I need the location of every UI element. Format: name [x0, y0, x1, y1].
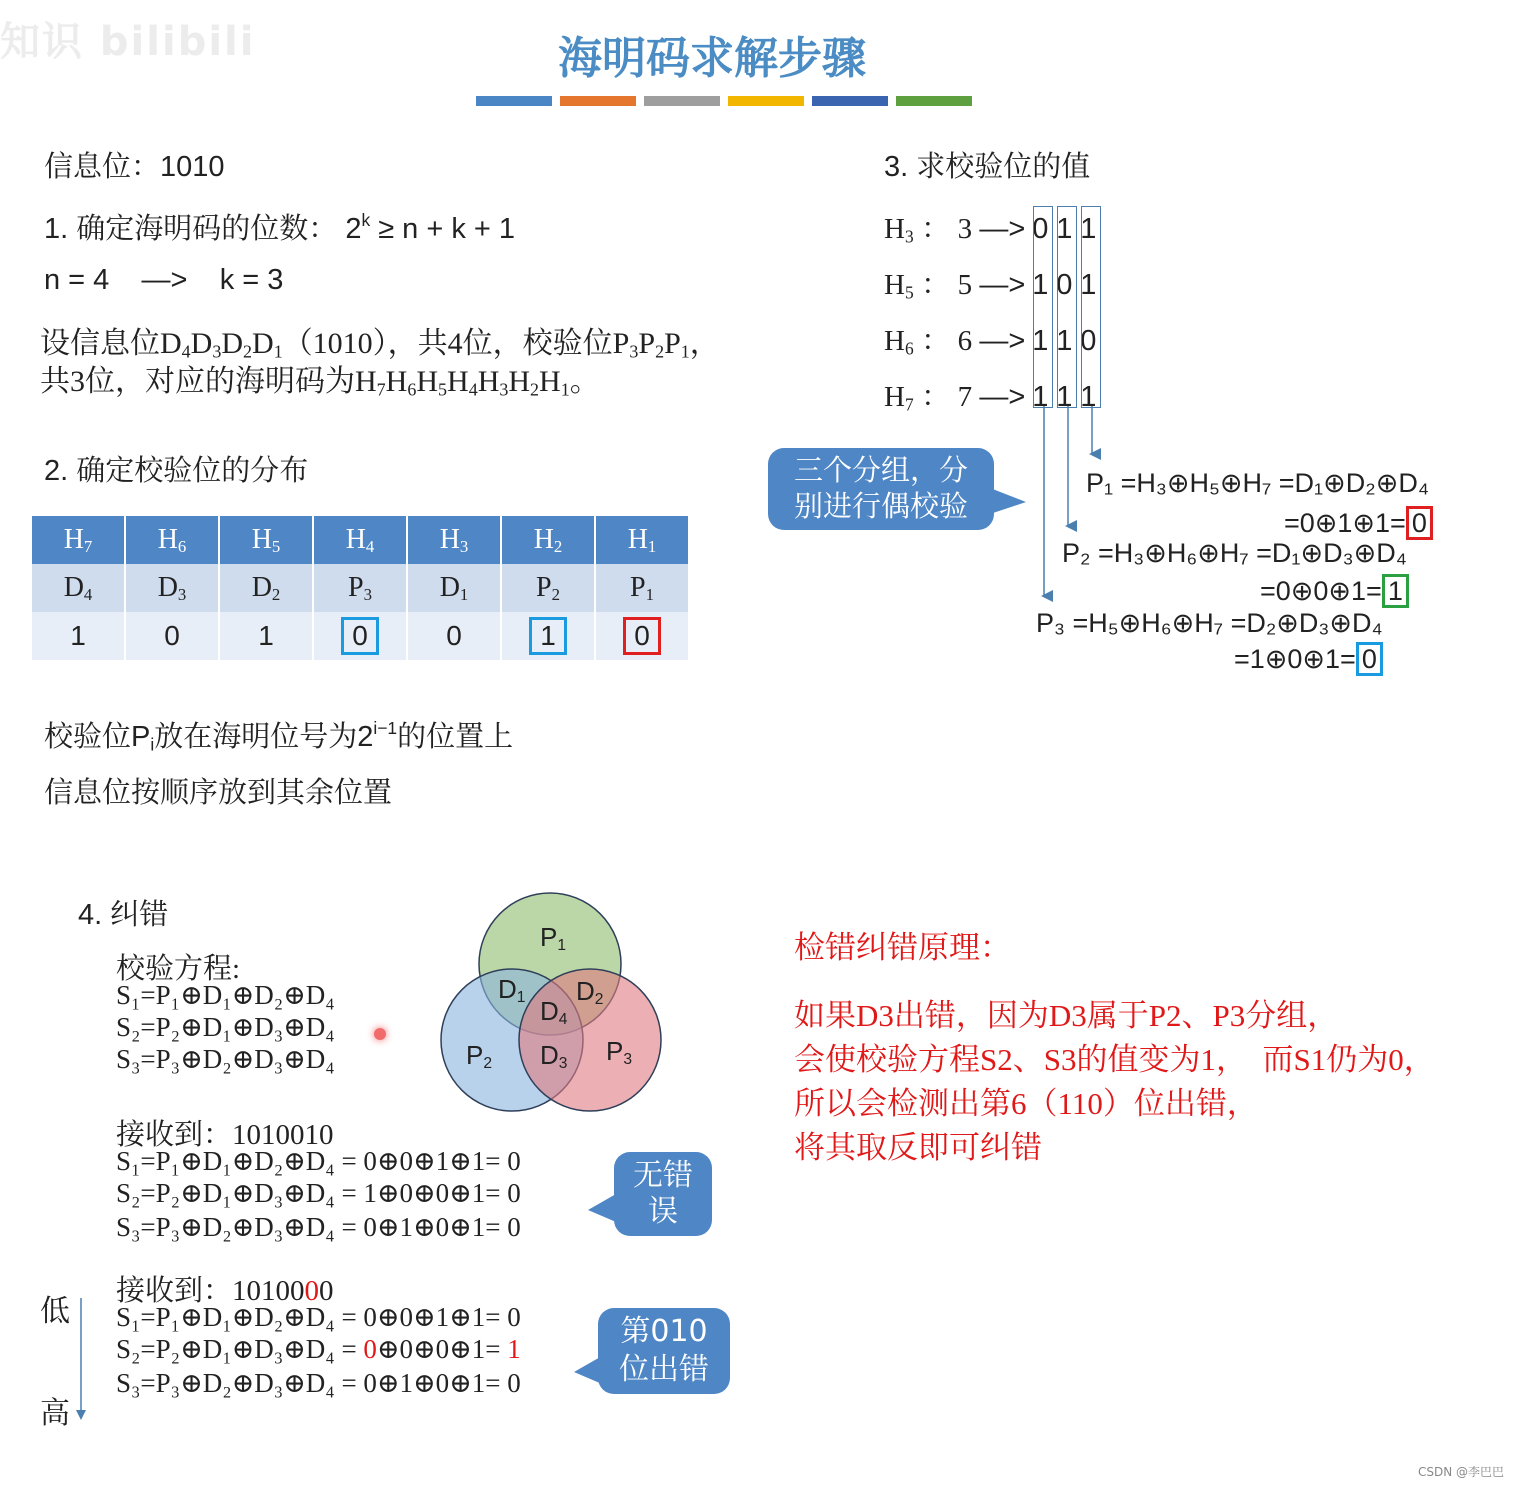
- p2-calc: =0⊕0⊕1=: [1260, 576, 1382, 606]
- value-cell: [596, 612, 688, 660]
- sup: i−1: [373, 717, 398, 738]
- bilibili-watermark: 知识 bilibili: [0, 19, 256, 65]
- page-title: 海明码求解步骤: [558, 33, 866, 84]
- rule-text: 的位置上: [397, 721, 514, 753]
- sub: 4: [468, 379, 478, 400]
- received-2-line-2: [116, 1334, 521, 1365]
- venn-label-d2: $D_2$: [576, 976, 604, 1008]
- bit: 0: [1056, 269, 1073, 301]
- sub: 1: [273, 341, 283, 362]
- desc-text: D: [252, 327, 274, 360]
- h-label: H: [884, 325, 905, 357]
- bit: 1: [1056, 381, 1073, 413]
- venn-label-d4: $D_4$: [540, 996, 568, 1028]
- p2-equation: P₂ =H₃⊕H₆⊕H₇ =D₁⊕D₃⊕D₄: [1062, 538, 1407, 568]
- value-cell: 0: [126, 612, 218, 660]
- step1-line: [44, 206, 515, 247]
- p3-value: [1234, 642, 1383, 676]
- strip-segment: [812, 96, 888, 106]
- table-cell: $P_2$: [502, 564, 594, 612]
- p2-value: [1260, 574, 1409, 608]
- desc-text: H: [447, 365, 469, 398]
- desc-text: H: [539, 365, 561, 398]
- p2-result-box: 1: [1382, 574, 1409, 608]
- strip-segment: [728, 96, 804, 106]
- check-equation-1: S₁=P₁⊕D₁⊕D₂⊕D₄: [116, 980, 335, 1010]
- header-cell: $H_6$: [126, 516, 218, 564]
- callout-pointer: [588, 1194, 618, 1224]
- arrow-icon: —>: [979, 269, 1026, 301]
- header-cell: $H_1$: [596, 516, 688, 564]
- sub: 2: [530, 379, 540, 400]
- sub: 1: [560, 379, 570, 400]
- csdn-footer: CSDN @李巴巴: [1417, 1465, 1504, 1479]
- low-to-high-arrow-icon: [74, 1298, 88, 1422]
- venn-label-p3: $P_3$: [606, 1036, 633, 1068]
- principle-line-2: 会使校验方程S2、S3的值变为1， 而S1仍为0，: [794, 1042, 1435, 1077]
- received-1-line-3: S₃=P₃⊕D₂⊕D₃⊕D₄ = 0⊕1⊕0⊕1= 0: [116, 1212, 521, 1242]
- rule-text: 放在海明位号为2: [154, 721, 374, 753]
- step1-formula: [345, 209, 516, 245]
- check-equation-2: S₂=P₂⊕D₁⊕D₃⊕D₄: [116, 1012, 335, 1042]
- sub: 3: [499, 379, 509, 400]
- callout-text: 无错误: [633, 1158, 693, 1229]
- bit-column-arrows: [1030, 406, 1110, 606]
- strip-segment: [476, 96, 552, 106]
- bit: 1: [1056, 213, 1073, 245]
- n-k-line: n = 4 —> k = 3: [44, 264, 284, 296]
- h-number: 7: [957, 381, 973, 413]
- desc-text: 共3位，对应的海明码为H: [40, 365, 377, 398]
- bit: 1: [1080, 213, 1097, 245]
- table-cell: $D_1$: [408, 564, 500, 612]
- desc-text: P: [664, 327, 681, 360]
- check-equations-title: 校验方程:: [116, 953, 241, 985]
- sub: 2: [243, 341, 253, 362]
- desc-line-2: [40, 356, 600, 400]
- desc-text: H: [508, 365, 531, 398]
- p1-value: [1284, 506, 1433, 540]
- principle-line-4: 将其取反即可纠错: [794, 1130, 1042, 1165]
- callout-pointer: [990, 488, 1030, 518]
- error-result: 1: [507, 1334, 521, 1364]
- table-row-bits: [32, 564, 688, 612]
- h-number: 3: [957, 213, 973, 245]
- table-header-row: [32, 516, 688, 564]
- sub: 3: [904, 226, 914, 247]
- arrow-icon: —>: [979, 381, 1026, 413]
- bit: 1: [1056, 325, 1073, 357]
- rule-parity-position: [44, 714, 513, 755]
- strip-segment: [560, 96, 636, 106]
- h-label: H: [884, 213, 905, 245]
- p1-result-box: 0: [1406, 506, 1433, 540]
- callout-pointer: [574, 1356, 604, 1386]
- colon: ：: [921, 269, 951, 301]
- sub: i: [150, 734, 155, 755]
- bit: 1: [1080, 269, 1097, 301]
- strip-segment: [644, 96, 720, 106]
- received-2-line-3: S₃=P₃⊕D₂⊕D₃⊕D₄ = 0⊕1⊕0⊕1= 0: [116, 1368, 521, 1398]
- arrow-icon: —>: [979, 213, 1026, 245]
- received-1-line-1: S₁=P₁⊕D₁⊕D₂⊕D₄ = 0⊕0⊕1⊕1= 0: [116, 1146, 521, 1176]
- desc-text: ，: [689, 327, 720, 360]
- sub: 2: [655, 341, 665, 362]
- callout-no-error: [614, 1152, 712, 1236]
- venn-label-d1: $D_1$: [498, 974, 526, 1006]
- desc-text: H: [385, 365, 408, 398]
- highlight-box-blue: 0: [341, 617, 379, 655]
- h-number: 6: [957, 325, 973, 357]
- formula-exp: k: [361, 209, 371, 230]
- received-1-title: 接收到：1010010: [116, 1119, 334, 1151]
- step2-label: 2. 确定校验位的分布: [44, 455, 309, 487]
- bit: 1: [1080, 381, 1097, 413]
- p1-calc: =0⊕1⊕1=: [1284, 508, 1406, 538]
- bit: 1: [1032, 381, 1049, 413]
- value-cell: [314, 612, 406, 660]
- table-cell: $P_3$: [314, 564, 406, 612]
- table-row-values: [32, 612, 688, 660]
- formula-base: 2: [345, 213, 362, 245]
- table-cell: $D_2$: [220, 564, 312, 612]
- strip-segment: [896, 96, 972, 106]
- arrow-icon: —>: [979, 325, 1026, 357]
- colon: ：: [921, 325, 951, 357]
- table-cell: $D_3$: [126, 564, 218, 612]
- hamming-table: [30, 516, 690, 660]
- principle-line-3: 所以会检测出第6（110）位出错，: [794, 1086, 1258, 1121]
- received-2-line-1: S₁=P₁⊕D₁⊕D₂⊕D₄ = 0⊕0⊕1⊕1= 0: [116, 1302, 521, 1332]
- step4-label: 4. 纠错: [78, 899, 169, 931]
- header-cell: $H_2$: [502, 516, 594, 564]
- info-bits: 信息位：1010: [44, 151, 225, 183]
- eq-text: ⊕0⊕0⊕1=: [376, 1334, 508, 1364]
- sub: 7: [904, 394, 914, 415]
- bit: 1: [1032, 269, 1049, 301]
- step1-label: 1. 确定海明码的位数：: [44, 213, 338, 245]
- h-label: H: [884, 381, 905, 413]
- sub: 7: [376, 379, 386, 400]
- bit: 0: [1080, 325, 1097, 357]
- value-cell: 1: [32, 612, 124, 660]
- bit: 1: [1032, 325, 1049, 357]
- bit: 0: [1032, 213, 1049, 245]
- desc-text: （1010），共4位，校验位P: [282, 327, 630, 360]
- p1-equation: P₁ =H₃⊕H₅⊕H₇ =D₁⊕D₂⊕D₄: [1086, 468, 1429, 498]
- table-cell: $P_1$: [596, 564, 688, 612]
- header-cell: $H_3$: [408, 516, 500, 564]
- step3-label: 3. 求校验位的值: [884, 151, 1091, 183]
- sub: 5: [904, 282, 914, 303]
- low-label: 低: [40, 1295, 70, 1328]
- venn-label-p2: $P_2$: [466, 1040, 493, 1072]
- header-cell: $H_7$: [32, 516, 124, 564]
- header-cell: $H_4$: [314, 516, 406, 564]
- p3-equation: P₃ =H₅⊕H₆⊕H₇ =D₂⊕D₃⊕D₄: [1036, 608, 1383, 638]
- desc-text: H: [416, 365, 439, 398]
- recv-text: 0: [319, 1275, 334, 1307]
- colon: ：: [921, 381, 951, 413]
- p3-calc: =1⊕0⊕1=: [1234, 644, 1356, 674]
- bit-column-box: [1033, 206, 1053, 408]
- desc-text: P: [638, 327, 656, 360]
- callout-text: 第010位出错: [619, 1314, 709, 1387]
- check-equation-3: S₃=P₃⊕D₂⊕D₃⊕D₄: [116, 1044, 335, 1074]
- desc-text: 设信息位D: [40, 327, 182, 360]
- bit-column-box: [1081, 206, 1101, 408]
- eq-text: S₂=P₂⊕D₁⊕D₃⊕D₄ =: [116, 1334, 364, 1364]
- callout-even-parity: [768, 448, 994, 530]
- p3-result-box: 0: [1356, 642, 1383, 676]
- title-color-strip: [476, 96, 972, 106]
- error-bit: 0: [304, 1275, 320, 1307]
- error-bit: 0: [363, 1334, 377, 1364]
- desc-text: 。: [569, 365, 600, 398]
- received-1-line-2: S₂=P₂⊕D₁⊕D₃⊕D₄ = 1⊕0⊕0⊕1= 0: [116, 1178, 521, 1208]
- sub: 1: [680, 341, 690, 362]
- h-number: 5: [957, 269, 973, 301]
- sub: 3: [629, 341, 639, 362]
- desc-text: H: [477, 365, 500, 398]
- highlight-box-blue: 1: [529, 617, 567, 655]
- sub: 3: [212, 341, 222, 362]
- value-cell: [502, 612, 594, 660]
- venn-label-p1: $P_1$: [540, 922, 567, 954]
- rule-text: 校验位P: [44, 721, 151, 753]
- rule-info-position: 信息位按顺序放到其余位置: [44, 777, 393, 809]
- desc-text: D: [190, 327, 213, 360]
- principle-title: 检错纠错原理：: [794, 930, 1011, 965]
- venn-label-d3: $D_3$: [540, 1040, 568, 1072]
- highlight-box-red: 0: [623, 617, 661, 655]
- h-label: H: [884, 269, 905, 301]
- cursor-dot-icon: [374, 1028, 386, 1040]
- header-cell: $H_5$: [220, 516, 312, 564]
- value-cell: 1: [220, 612, 312, 660]
- desc-text: D: [221, 327, 244, 360]
- colon: ：: [921, 213, 951, 245]
- callout-text: 三个分组，分别进行偶校验: [793, 453, 968, 523]
- formula-rest: ≥ n + k + 1: [370, 213, 516, 245]
- value-cell: 0: [408, 612, 500, 660]
- recv-text: 接收到：10100: [116, 1275, 305, 1307]
- high-label: 高: [40, 1397, 70, 1430]
- sub: 6: [904, 338, 914, 359]
- principle-line-1: 如果D3出错，因为D3属于P2、P3分组，: [794, 998, 1339, 1033]
- sub: 6: [407, 379, 417, 400]
- callout-error-position: [598, 1308, 730, 1394]
- bit-column-box: [1057, 206, 1077, 408]
- sub: 5: [438, 379, 448, 400]
- sub: 4: [181, 341, 191, 362]
- table-cell: $D_4$: [32, 564, 124, 612]
